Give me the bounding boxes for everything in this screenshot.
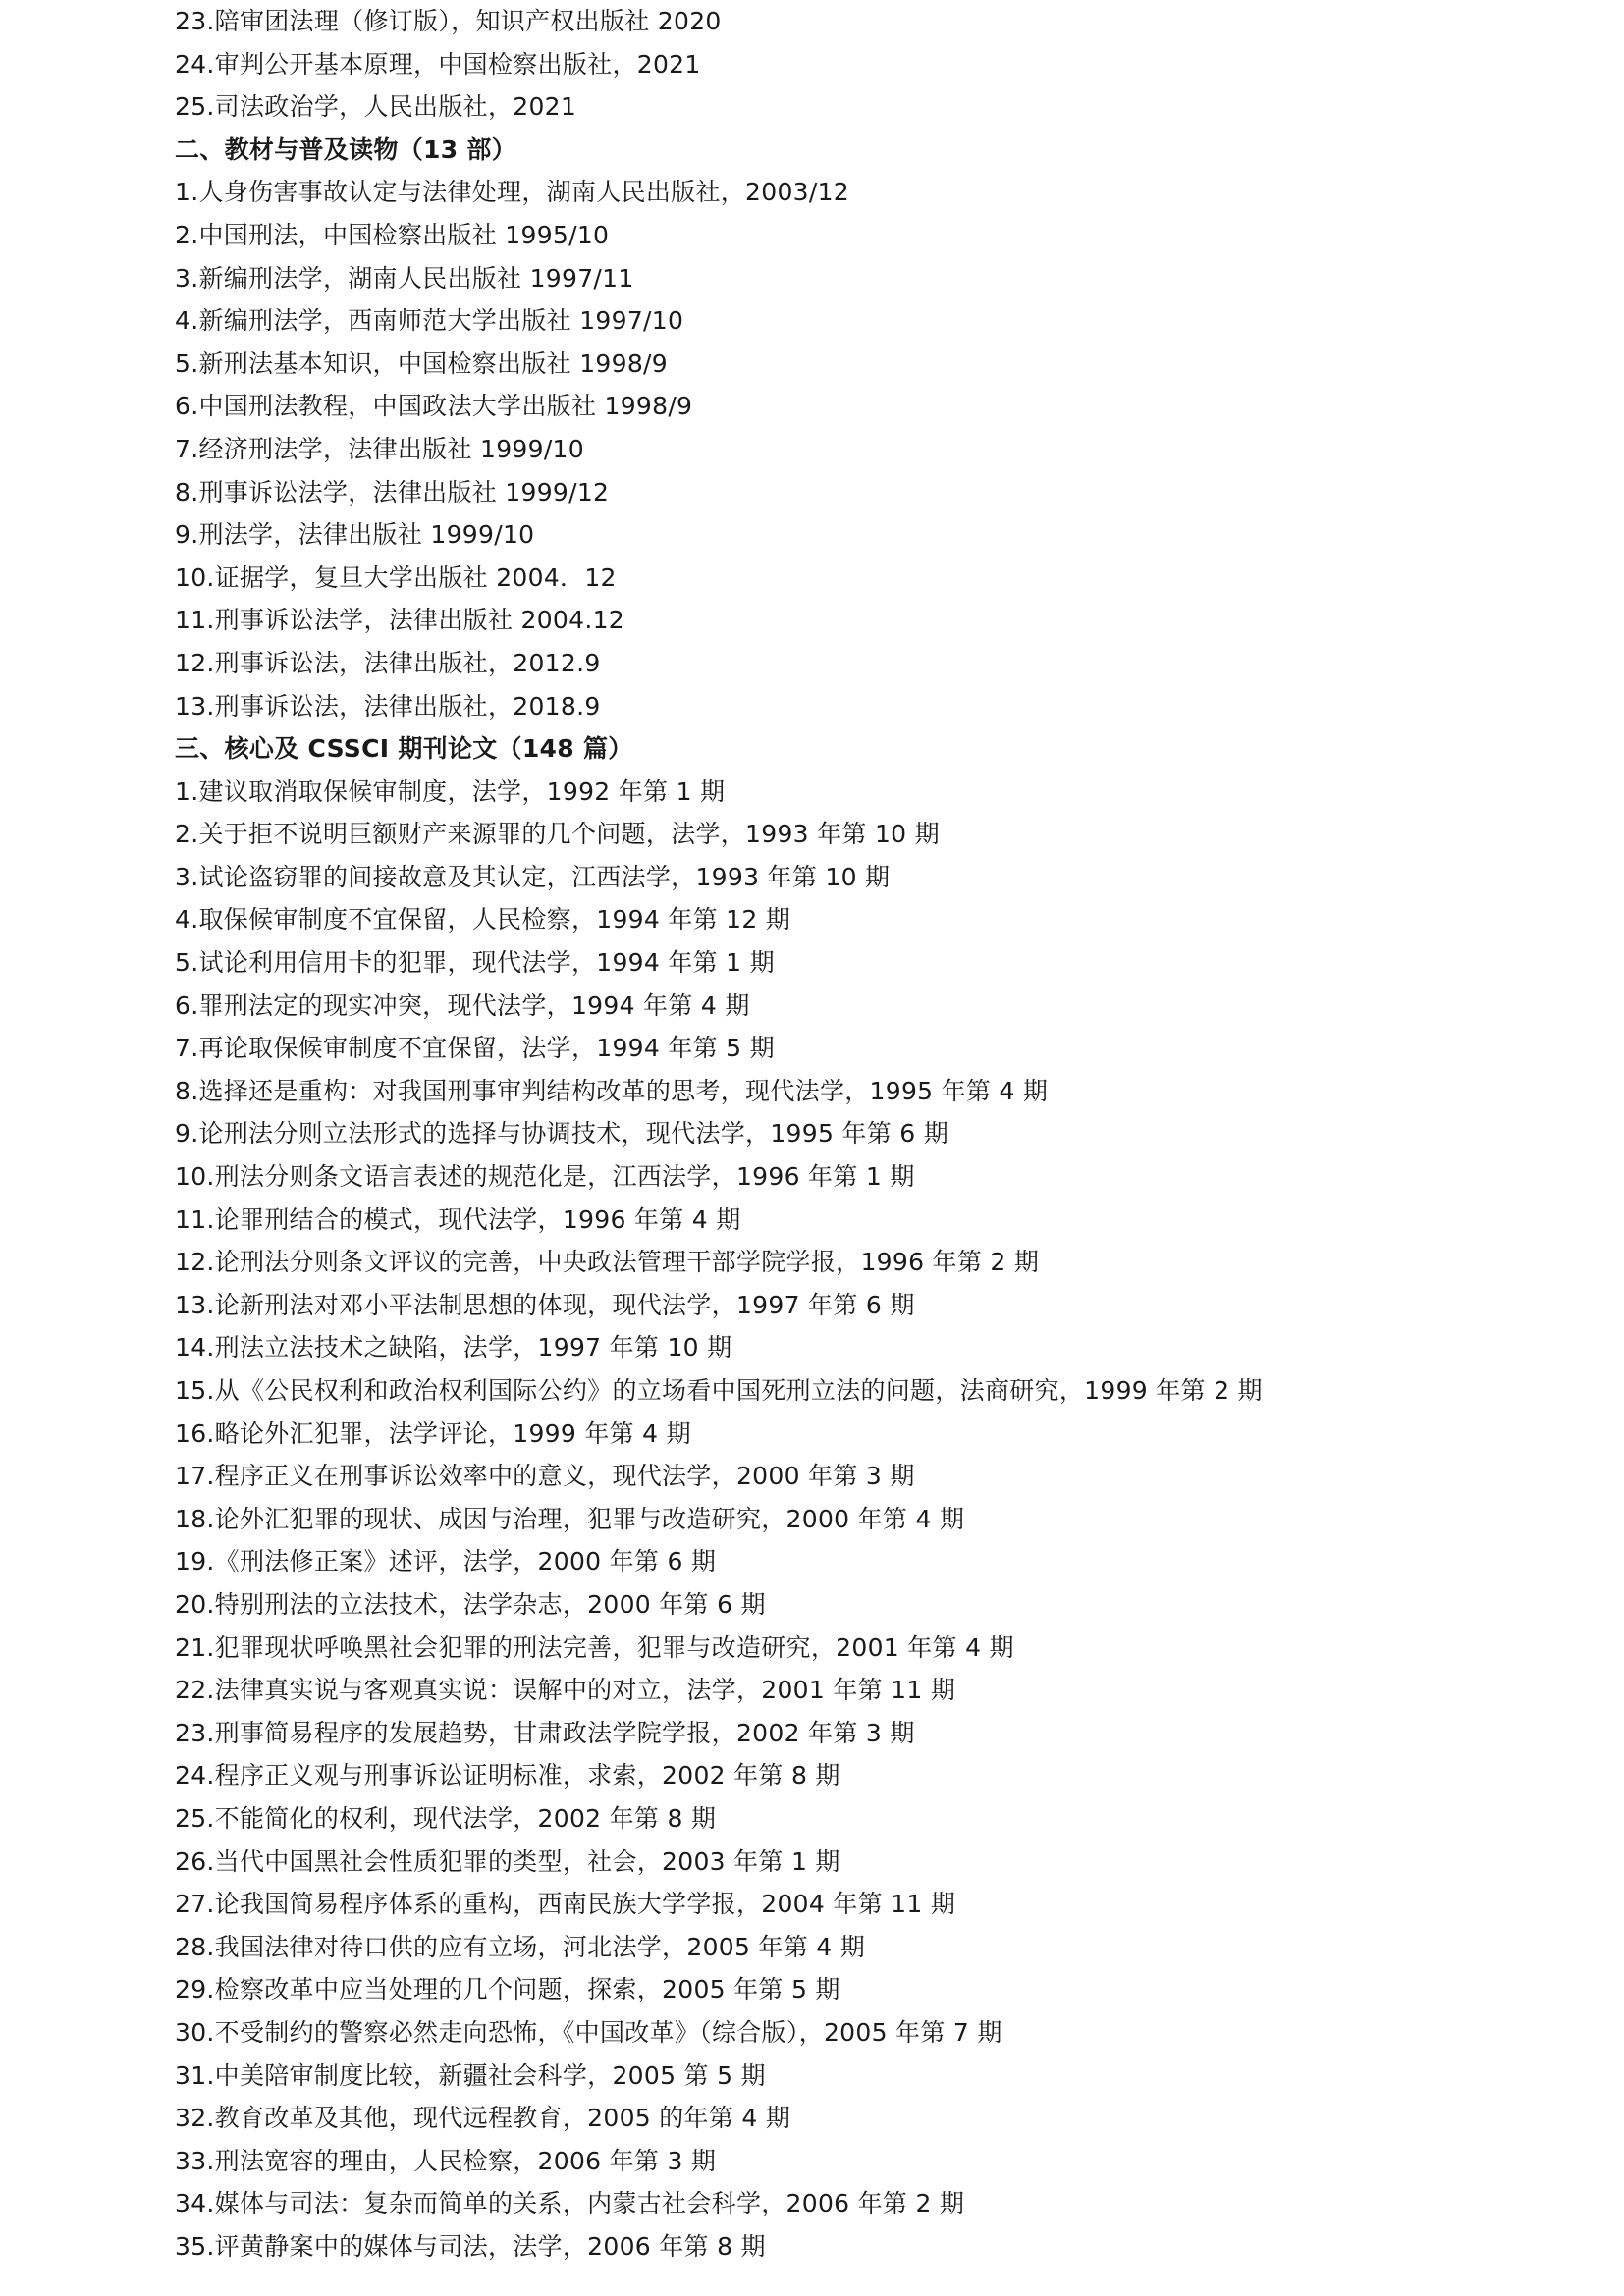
- section-heading: 二、教材与普及读物（13 部）: [175, 134, 516, 164]
- list-item: 1.建议取消取保候审制度，法学，1992 年第 1 期: [175, 776, 726, 806]
- list-item: 9.论刑法分则立法形式的选择与协调技术，现代法学，1995 年第 6 期: [175, 1119, 949, 1148]
- list-item: 26.当代中国黑社会性质犯罪的类型，社会，2003 年第 1 期: [175, 1846, 840, 1876]
- list-item: 11.论罪刑结合的模式，现代法学，1996 年第 4 期: [175, 1204, 741, 1234]
- list-item: 2.中国刑法，中国检察出版社 1995/10: [175, 220, 610, 249]
- list-item: 23.刑事简易程序的发展趋势，甘肃政法学院学报，2002 年第 3 期: [175, 1718, 915, 1747]
- list-item: 10.刑法分则条文语言表述的规范化是，江西法学，1996 年第 1 期: [175, 1162, 915, 1192]
- list-item: 13.论新刑法对邓小平法制思想的体现，现代法学，1997 年第 6 期: [175, 1290, 915, 1319]
- list-item: 33.刑法宽容的理由，人民检察，2006 年第 3 期: [175, 2146, 717, 2175]
- list-item: 21.犯罪现状呼唤黑社会犯罪的刑法完善，犯罪与改造研究，2001 年第 4 期: [175, 1632, 1014, 1662]
- list-item: 18.论外汇犯罪的现状、成因与治理，犯罪与改造研究，2000 年第 4 期: [175, 1504, 965, 1533]
- list-item: 12.刑事诉讼法，法律出版社，2012.9: [175, 648, 601, 677]
- list-item: 28.我国法律对待口供的应有立场，河北法学，2005 年第 4 期: [175, 1932, 866, 1961]
- list-item: 6.中国刑法教程，中国政法大学出版社 1998/9: [175, 392, 693, 421]
- list-item: 10.证据学，复旦大学出版社 2004．12: [175, 562, 617, 592]
- list-item: 3.新编刑法学，湖南人民出版社 1997/11: [175, 263, 634, 293]
- list-item: 14.刑法立法技术之缺陷，法学，1997 年第 10 期: [175, 1333, 732, 1362]
- list-item: 17.程序正义在刑事诉讼效率中的意义，现代法学，2000 年第 3 期: [175, 1462, 915, 1491]
- list-item: 11.刑事诉讼法学，法律出版社 2004.12: [175, 606, 624, 635]
- list-item: 25.司法政治学，人民出版社，2021: [175, 92, 577, 122]
- list-item: 23.陪审团法理（修订版），知识产权出版社 2020: [175, 7, 722, 35]
- list-item: 5.试论利用信用卡的犯罪，现代法学，1994 年第 1 期: [175, 948, 775, 978]
- list-item: 31.中美陪审制度比较，新疆社会科学，2005 第 5 期: [175, 2060, 766, 2090]
- list-item: 9.刑法学，法律出版社 1999/10: [175, 520, 535, 550]
- section-journal-papers: [175, 727, 1451, 2268]
- list-item: 24.程序正义观与刑事诉讼证明标准，求索，2002 年第 8 期: [175, 1761, 840, 1790]
- list-item: 24.审判公开基本原理，中国检察出版社，2021: [175, 49, 701, 79]
- list-item: 32.教育改革及其他，现代远程教育，2005 的年第 4 期: [175, 2104, 791, 2133]
- list-item: 3.试论盗窃罪的间接故意及其认定，江西法学，1993 年第 10 期: [175, 862, 891, 891]
- list-item: 15.从《公民权利和政治权利国际公约》的立场看中国死刑立法的问题，法商研究，1999 年第 2 期: [175, 1376, 1263, 1405]
- section-textbooks: [175, 129, 1451, 727]
- list-item: 8.刑事诉讼法学，法律出版社 1999/12: [175, 477, 610, 507]
- list-item: 2.关于拒不说明巨额财产来源罪的几个问题，法学，1993 年第 10 期: [175, 820, 940, 849]
- section-heading: 三、核心及 CSSCI 期刊论文（148 篇）: [175, 734, 633, 764]
- list-item: 30.不受制约的警察必然走向恐怖，《中国改革》（综合版），2005 年第 7 期: [175, 2017, 1002, 2047]
- section-monographs-continued: [175, 0, 1451, 129]
- list-item: 35.评黄静案中的媒体与司法，法学，2006 年第 8 期: [175, 2231, 766, 2261]
- list-item: 7.再论取保候审制度不宜保留，法学，1994 年第 5 期: [175, 1034, 775, 1063]
- list-item: 29.检察改革中应当处理的几个问题，探索，2005 年第 5 期: [175, 1975, 840, 2004]
- list-item: 22.法律真实说与客观真实说：误解中的对立，法学，2001 年第 11 期: [175, 1676, 956, 1705]
- list-item: 19.《刑法修正案》述评，法学，2000 年第 6 期: [175, 1547, 717, 1576]
- list-item: 6.罪刑法定的现实冲突，现代法学，1994 年第 4 期: [175, 990, 750, 1020]
- list-item: 5.新刑法基本知识，中国检察出版社 1998/9: [175, 348, 668, 378]
- list-item: 16.略论外汇犯罪，法学评论，1999 年第 4 期: [175, 1418, 691, 1448]
- bibliography-content: [175, 0, 1451, 2268]
- list-item: 8.选择还是重构：对我国刑事审判结构改革的思考，现代法学，1995 年第 4 期: [175, 1076, 1049, 1105]
- list-item: 20.特别刑法的立法技术，法学杂志，2000 年第 6 期: [175, 1589, 766, 1619]
- list-item: 27.论我国简易程序体系的重构，西南民族大学学报，2004 年第 11 期: [175, 1890, 956, 1919]
- list-item: 13.刑事诉讼法，法律出版社，2018.9: [175, 691, 601, 721]
- list-item: 12.论刑法分则条文评议的完善，中央政法管理干部学院学报，1996 年第 2 期: [175, 1248, 1040, 1277]
- list-item: 7.经济刑法学，法律出版社 1999/10: [175, 434, 584, 463]
- list-item: 4.新编刑法学，西南师范大学出版社 1997/10: [175, 306, 684, 336]
- list-item: 25.不能简化的权利，现代法学，2002 年第 8 期: [175, 1803, 717, 1833]
- list-item: 1.人身伤害事故认定与法律处理，湖南人民出版社，2003/12: [175, 178, 850, 207]
- list-item: 34.媒体与司法：复杂而简单的关系，内蒙古社会科学，2006 年第 2 期: [175, 2189, 965, 2218]
- list-item: 4.取保候审制度不宜保留，人民检察，1994 年第 12 期: [175, 905, 791, 934]
